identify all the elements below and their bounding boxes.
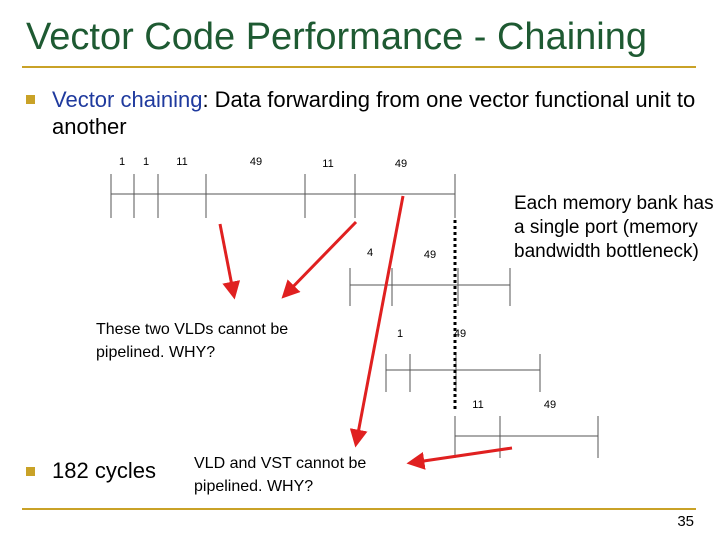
- term-vector-chaining: Vector chaining: [52, 87, 203, 112]
- page-number: 35: [677, 513, 694, 530]
- timeline-label: 49: [423, 249, 437, 261]
- timeline-label: 11: [322, 158, 334, 170]
- timeline-row-4: [455, 416, 598, 458]
- timeline-label: 49: [453, 328, 467, 340]
- note-vld-vst: VLD and VST cannot be pipelined. WHY?: [194, 455, 367, 495]
- arrow-icon: [284, 222, 356, 296]
- arrow-icon: [220, 224, 234, 296]
- timeline-label: 1: [118, 156, 126, 168]
- timeline-label: 49: [249, 156, 263, 168]
- note-memory-bank: Each memory bank has a single port (memory bandwidth bottleneck): [514, 193, 714, 262]
- timeline-label: 1: [396, 328, 404, 340]
- arrow-icon: [356, 196, 403, 444]
- bullet-chaining-text: : Data forwarding from one vector functional unit to another: [52, 87, 696, 139]
- timeline-label: 11: [472, 399, 484, 411]
- footer-divider: [22, 508, 696, 510]
- timeline-label: 4: [366, 247, 374, 259]
- bullet-square-icon: [26, 467, 35, 476]
- timeline-label: 1: [142, 156, 150, 168]
- arrow-icon: [410, 448, 512, 463]
- bullet-cycles: 182 cycles: [52, 458, 156, 483]
- timeline-label: 49: [394, 158, 408, 170]
- note-vld-pair: These two VLDs cannot be pipelined. WHY?: [96, 321, 289, 361]
- timeline-row-2: [350, 268, 510, 306]
- timeline-label: 11: [176, 156, 188, 168]
- timeline-row-1: [111, 174, 455, 218]
- timeline-row-3: [386, 354, 540, 392]
- timeline-label: 49: [543, 399, 557, 411]
- slide-title: Vector Code Performance - Chaining: [26, 16, 647, 58]
